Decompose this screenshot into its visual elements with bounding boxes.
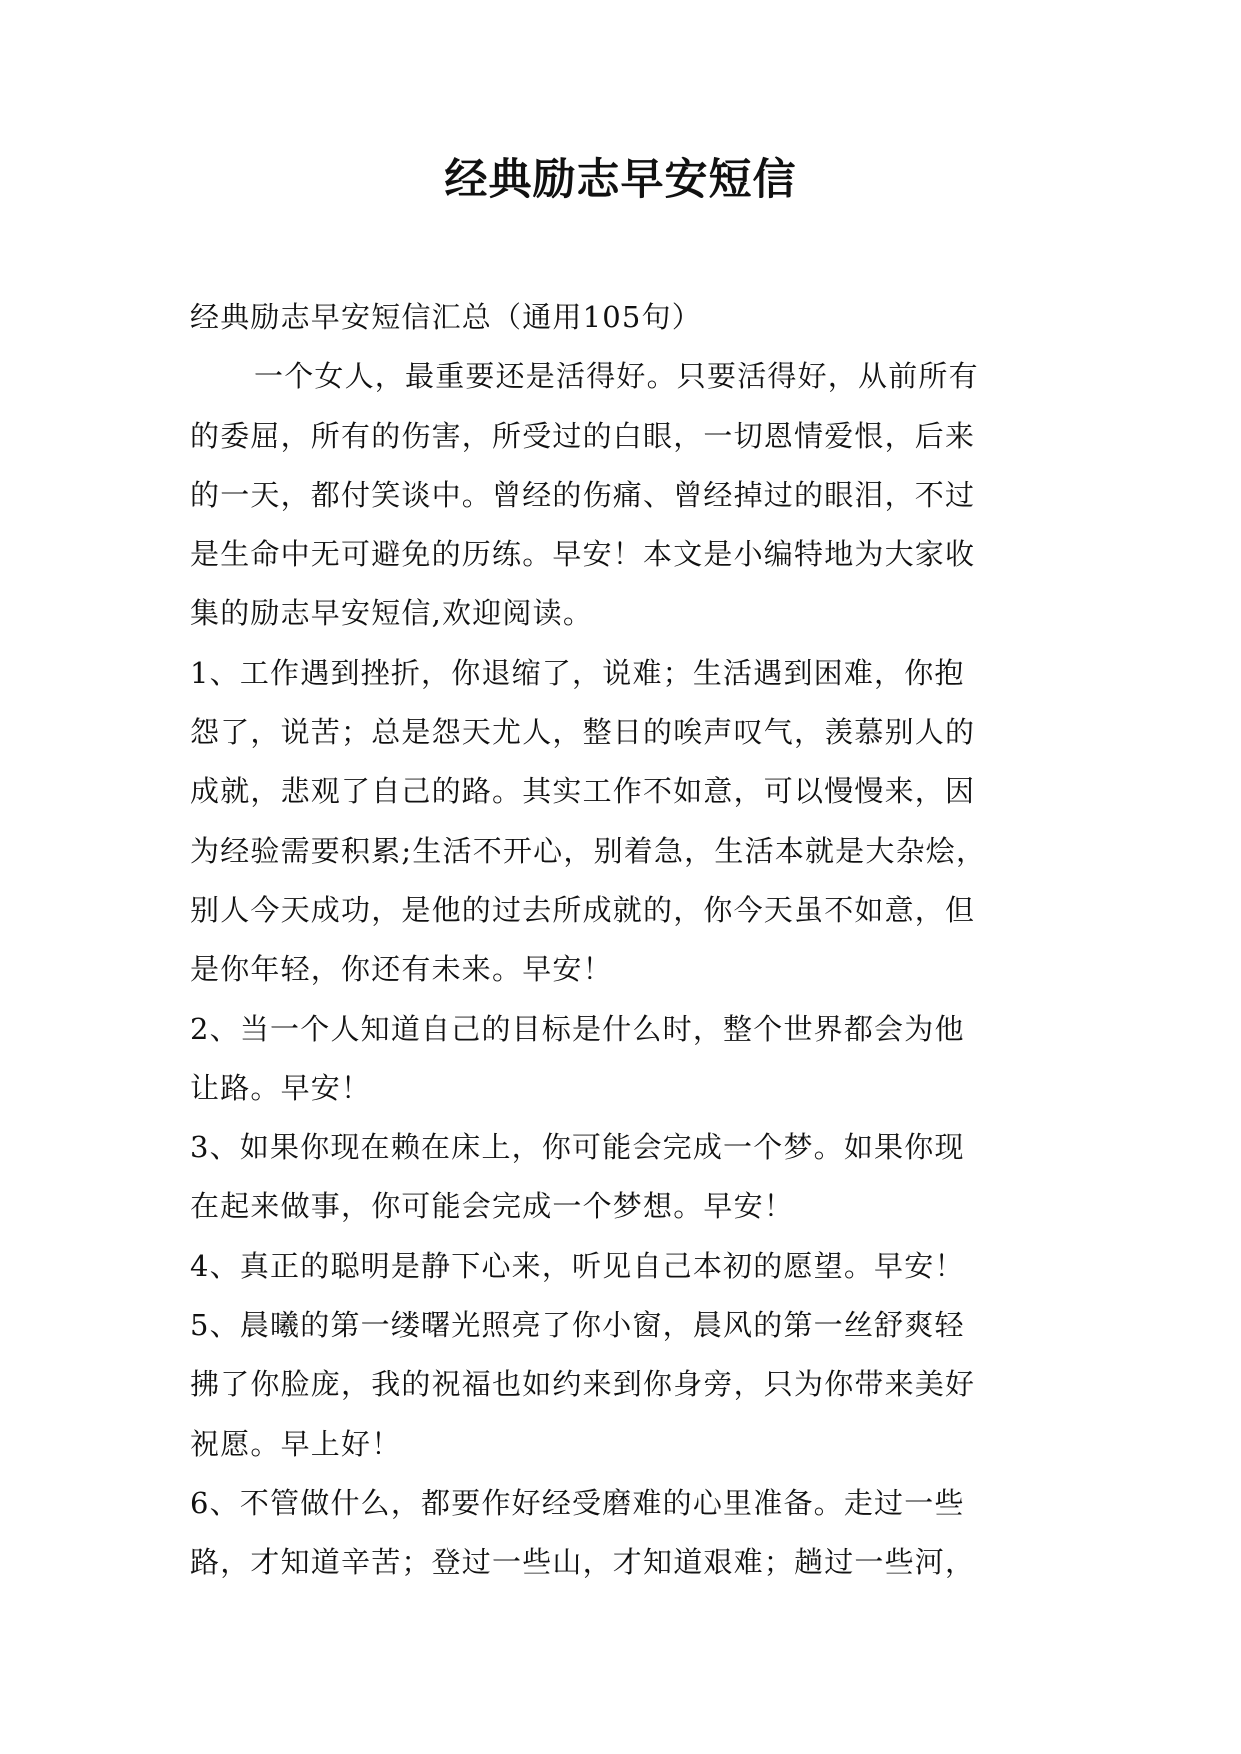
list-item-line: 4、真正的聪明是静下心来，听见自己本初的愿望。早安！ <box>190 1248 965 1283</box>
list-item-line: 别人今天成功，是他的过去所成就的，你今天虽不如意，但 <box>190 892 976 927</box>
list-item-line: 让路。早安！ <box>190 1070 372 1105</box>
intro-line: 是生命中无可避免的历练。早安！本文是小编特地为大家收 <box>190 537 976 572</box>
list-item-line: 5、晨曦的第一缕曙光照亮了你小窗，晨风的第一丝舒爽轻 <box>190 1308 965 1343</box>
list-item <box>190 1237 1058 1296</box>
list-item-line: 路，才知道辛苦；登过一些山，才知道艰难；趟过一些河， <box>190 1545 976 1580</box>
list-item-line: 在起来做事，你可能会完成一个梦想。早安！ <box>190 1189 795 1224</box>
list-item-line: 拂了你脸庞，我的祝福也如约来到你身旁，只为你带来美好 <box>190 1367 976 1402</box>
list-item <box>190 1474 1058 1593</box>
list-item-line: 3、如果你现在赖在床上，你可能会完成一个梦。如果你现 <box>190 1130 965 1165</box>
intro-line: 的委屈，所有的伤害，所受过的白眼，一切恩情爱恨，后来 <box>190 418 976 453</box>
document-body <box>190 288 1058 1593</box>
list-item-line: 6、不管做什么，都要作好经受磨难的心里准备。走过一些 <box>190 1485 965 1520</box>
intro-paragraph <box>190 347 1058 643</box>
list-item-line: 1、工作遇到挫折，你退缩了，说难；生活遇到困难，你抱 <box>190 655 965 690</box>
intro-line: 的一天，都付笑谈中。曾经的伤痛、曾经掉过的眼泪，不过 <box>190 477 976 512</box>
list-item-line: 是你年轻，你还有未来。早安！ <box>190 952 613 987</box>
list-item <box>190 1296 1058 1474</box>
document-title: 经典励志早安短信 <box>444 155 797 205</box>
list-item <box>190 644 1058 1000</box>
intro-line: 集的励志早安短信,欢迎阅读。 <box>190 596 594 631</box>
list-item-line: 2、当一个人知道自己的目标是什么时，整个世界都会为他 <box>190 1011 965 1046</box>
list-item-line: 祝愿。早上好！ <box>190 1426 402 1461</box>
list-item <box>190 1118 1058 1237</box>
list-item <box>190 1000 1058 1119</box>
document-subtitle: 经典励志早安短信汇总（通用105句） <box>190 300 702 334</box>
intro-line: 一个女人，最重要还是活得好。只要活得好，从前所有 <box>254 359 979 394</box>
list-item-line: 为经验需要积累;生活不开心，别着急，生活本就是大杂烩， <box>190 833 987 868</box>
list-item-line: 怨了，说苦；总是怨天尤人，整日的唉声叹气，羡慕别人的 <box>190 715 976 750</box>
list-item-line: 成就，悲观了自己的路。其实工作不如意，可以慢慢来，因 <box>190 774 976 809</box>
